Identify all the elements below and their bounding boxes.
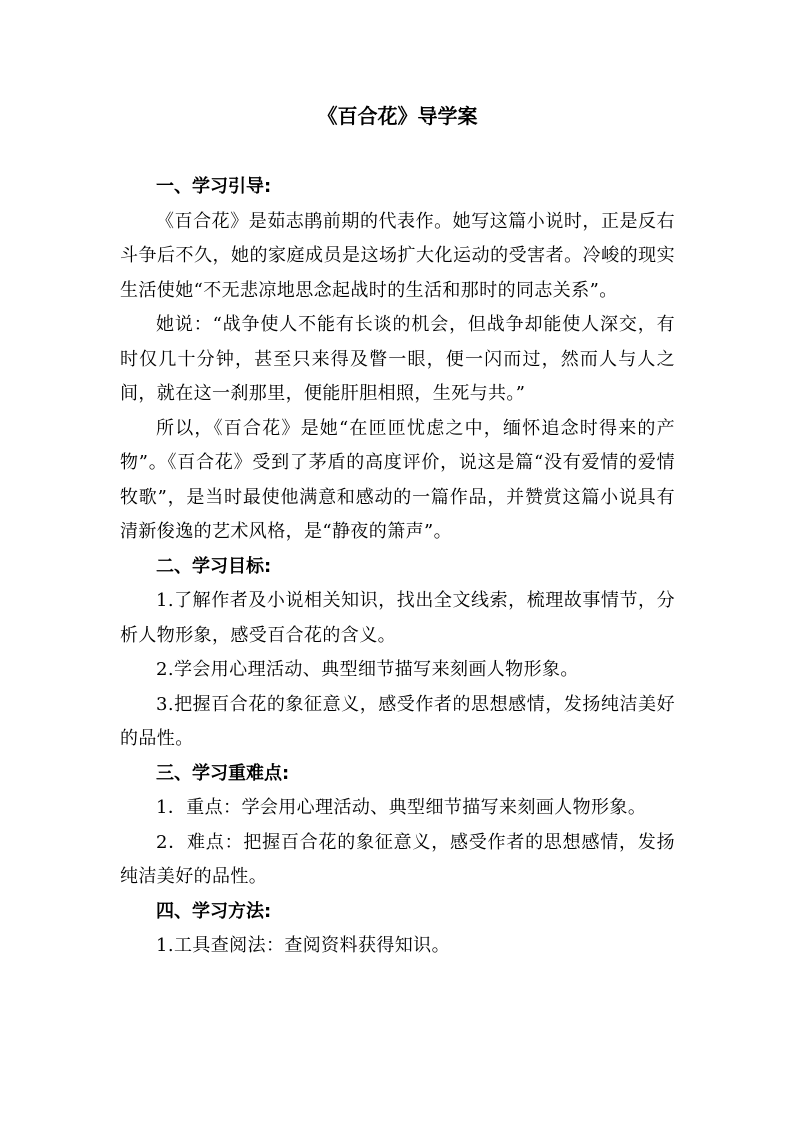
section-heading: 三、学习重难点: [156, 762, 290, 784]
section-learning-goals [120, 550, 675, 757]
section-heading: 二、学习目标: [156, 555, 272, 577]
paragraph: 2．难点：把握百合花的象征意义，感受作者的思想感情，发扬纯洁美好的品性。 [120, 831, 675, 887]
paragraph: 她说：“战争使人不能有长谈的机会，但战争却能使人深交，有时仅几十分钟，甚至只来得及瞥一眼，便一闪而过，然而人与人之间，就在这一刹那里，便能肝胆相照，生死与共。” [120, 314, 675, 404]
paragraph: 1.了解作者及小说相关知识，找出全文线索，梳理故事情节，分析人物形象，感受百合花的含义。 [120, 590, 675, 646]
section-heading: 四、学习方法: [156, 900, 272, 922]
section-study-guide [120, 170, 675, 550]
document-page [120, 100, 675, 964]
paragraph: 2.学会用心理活动、典型细节描写来刻画人物形象。 [156, 659, 579, 680]
paragraph: 1.工具查阅法：查阅资料获得知识。 [156, 935, 450, 956]
paragraph: 《百合花》是茹志鹃前期的代表作。她写这篇小说时，正是反右斗争后不久，她的家庭成员是这场扩大化运动的受害者。冷峻的现实生活使她“不无悲凉地思念起战时的生活和那时的同志关系”。 [120, 210, 675, 301]
section-learning-methods [120, 895, 675, 964]
section-heading: 一、学习引导: [156, 176, 272, 197]
paragraph: 1．重点：学会用心理活动、典型细节描写来刻画人物形象。 [156, 797, 647, 818]
paragraph: 所以，《百合花》是她“在匝匝忧虑之中，缅怀追念时得来的产物”。《百合花》受到了茅盾的高度评价，说这是篇“没有爱情的爱情牧歌”，是当时最使他满意和感动的一篇作品，并赞赏这篇小说具有清新俊逸的艺术风格，是“静夜的箫声”。 [120, 417, 675, 542]
document-title: 《百合花》导学案 [317, 104, 478, 128]
section-key-points [120, 757, 675, 895]
paragraph: 3.把握百合花的象征意义，感受作者的思想感情，发扬纯洁美好的品性。 [120, 693, 675, 749]
